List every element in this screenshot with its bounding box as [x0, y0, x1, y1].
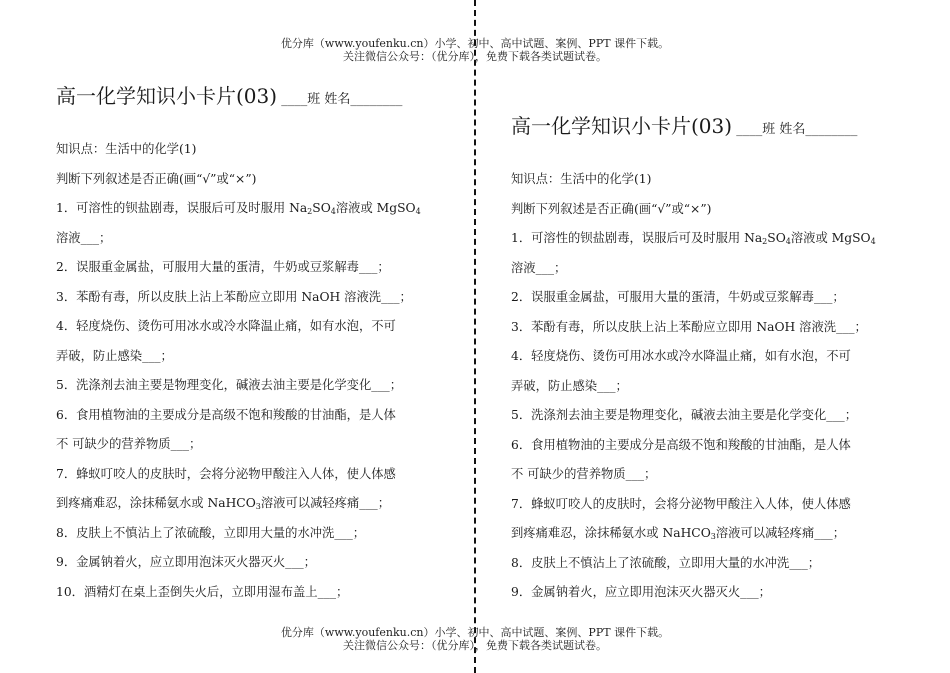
question-4-cont: 弄破，防止感染___； [56, 348, 173, 363]
question-4-cont: 弄破，防止感染___； [511, 378, 628, 393]
question-5: 5．洗涤剂去油主要是物理变化，碱液去油主要是化学变化___； [511, 408, 857, 422]
q7-cont-b: 溶液可以减轻疼痛___； [260, 496, 390, 510]
question-4: 4．轻度烧伤、烫伤可用冰水或冷水降温止痛，如有水泡，不可 [511, 349, 851, 363]
question-3: 3．苯酚有毒，所以皮肤上沾上苯酚应立即用 NaOH 溶液洗___； [56, 289, 412, 304]
header-line-1: 优分库（www.youfenku.cn）小学、初中、高中试题、案例、PPT 课件下载。 [280, 37, 670, 50]
question-6: 6．食用植物油的主要成分是高级不饱和羧酸的甘油酯，是人体 [56, 407, 396, 422]
card-title [56, 83, 456, 113]
q7-cont-a: 到疼痛难忍，涂抹稀氨水或 NaHCO [56, 496, 256, 510]
q1-sub-3: 4 [415, 207, 421, 216]
question-4: 4．轻度烧伤、烫伤可用冰水或冷水降温止痛，如有水泡，不可 [56, 319, 396, 333]
question-6-cont: 不 可缺少的营养物质___； [511, 467, 657, 481]
question-5: 5．洗涤剂去油主要是物理变化，碱液去油主要是化学变化___； [56, 378, 402, 392]
question-7: 7．蜂蚁叮咬人的皮肤时，会将分泌物甲酸注入人体，使人体感 [511, 496, 851, 511]
question-10: 10．酒精灯在桌上歪倒失火后，立即用湿布盖上___； [56, 584, 349, 599]
q7-sub: 3 [255, 502, 261, 511]
q7-cont-a: 到疼痛难忍，涂抹稀氨水或 NaHCO [511, 526, 711, 540]
q7-cont-b: 溶液可以减轻疼痛___； [715, 526, 845, 540]
question-1-cont: 溶液___； [56, 230, 112, 245]
q1-text-c: 溶液或 MgSO [335, 201, 416, 215]
question-8: 8．皮肤上不慎沾上了浓硫酸，立即用大量的水冲洗___； [56, 525, 366, 540]
question-7-cont [56, 495, 456, 511]
question-6-cont: 不 可缺少的营养物质___； [56, 437, 202, 451]
q1-sub-1: 2 [307, 207, 313, 216]
header-line-2: 关注微信公众号：（优分库），免费下载各类试题试卷。 [343, 50, 607, 63]
card-title [511, 113, 911, 143]
topic: 知识点：生活中的化学(1) [511, 172, 652, 186]
card-title-suffix: ____班 姓名________ [277, 92, 403, 107]
card-right [511, 113, 911, 614]
question-6: 6．食用植物油的主要成分是高级不饱和羧酸的甘油酯，是人体 [511, 437, 851, 452]
q1-sub-1: 2 [762, 237, 768, 246]
topic: 知识点：生活中的化学(1) [56, 142, 197, 156]
footer-line-2: 关注微信公众号：（优分库），免费下载各类试题试卷。 [343, 639, 607, 652]
card-title-main: 高一化学知识小卡片(03) [56, 84, 278, 108]
footer-line-1: 优分库（www.youfenku.cn）小学、初中、高中试题、案例、PPT 课件下载。 [280, 626, 670, 639]
q1-text-a: 1．可溶性的钡盐剧毒，误服后可及时服用 Na [511, 231, 763, 245]
question-2: 2．误服重金属盐，可服用大量的蛋清，牛奶或豆浆解毒___； [511, 290, 845, 304]
instruction: 判断下列叙述是否正确(画“√”或“×”) [56, 171, 257, 186]
instruction: 判断下列叙述是否正确(画“√”或“×”) [511, 201, 712, 216]
q1-sub-2: 4 [330, 207, 336, 216]
question-7: 7．蜂蚁叮咬人的皮肤时，会将分泌物甲酸注入人体，使人体感 [56, 466, 396, 481]
q7-sub: 3 [710, 532, 716, 541]
q1-sub-2: 4 [785, 237, 791, 246]
card-left [56, 83, 456, 613]
q1-text-b: SO [312, 201, 331, 215]
q1-text-b: SO [767, 231, 786, 245]
q1-text-c: 溶液或 MgSO [790, 231, 871, 245]
question-1-cont: 溶液___； [511, 260, 567, 275]
question-9: 9．金属钠着火，应立即用泡沫灭火器灭火___； [511, 585, 771, 599]
question-7-cont [511, 525, 911, 541]
question-8: 8．皮肤上不慎沾上了浓硫酸，立即用大量的水冲洗___； [511, 555, 821, 570]
page-footer [0, 626, 950, 652]
question-2: 2．误服重金属盐，可服用大量的蛋清，牛奶或豆浆解毒___； [56, 260, 390, 274]
question-1 [511, 230, 911, 246]
question-9: 9．金属钠着火，应立即用泡沫灭火器灭火___； [56, 555, 316, 569]
question-3: 3．苯酚有毒，所以皮肤上沾上苯酚应立即用 NaOH 溶液洗___； [511, 319, 867, 334]
q1-sub-3: 4 [870, 237, 876, 246]
card-title-suffix: ____班 姓名________ [732, 122, 858, 137]
center-divider [474, 0, 476, 673]
q1-text-a: 1．可溶性的钡盐剧毒，误服后可及时服用 Na [56, 201, 308, 215]
question-1 [56, 200, 456, 216]
card-title-main: 高一化学知识小卡片(03) [511, 114, 733, 138]
